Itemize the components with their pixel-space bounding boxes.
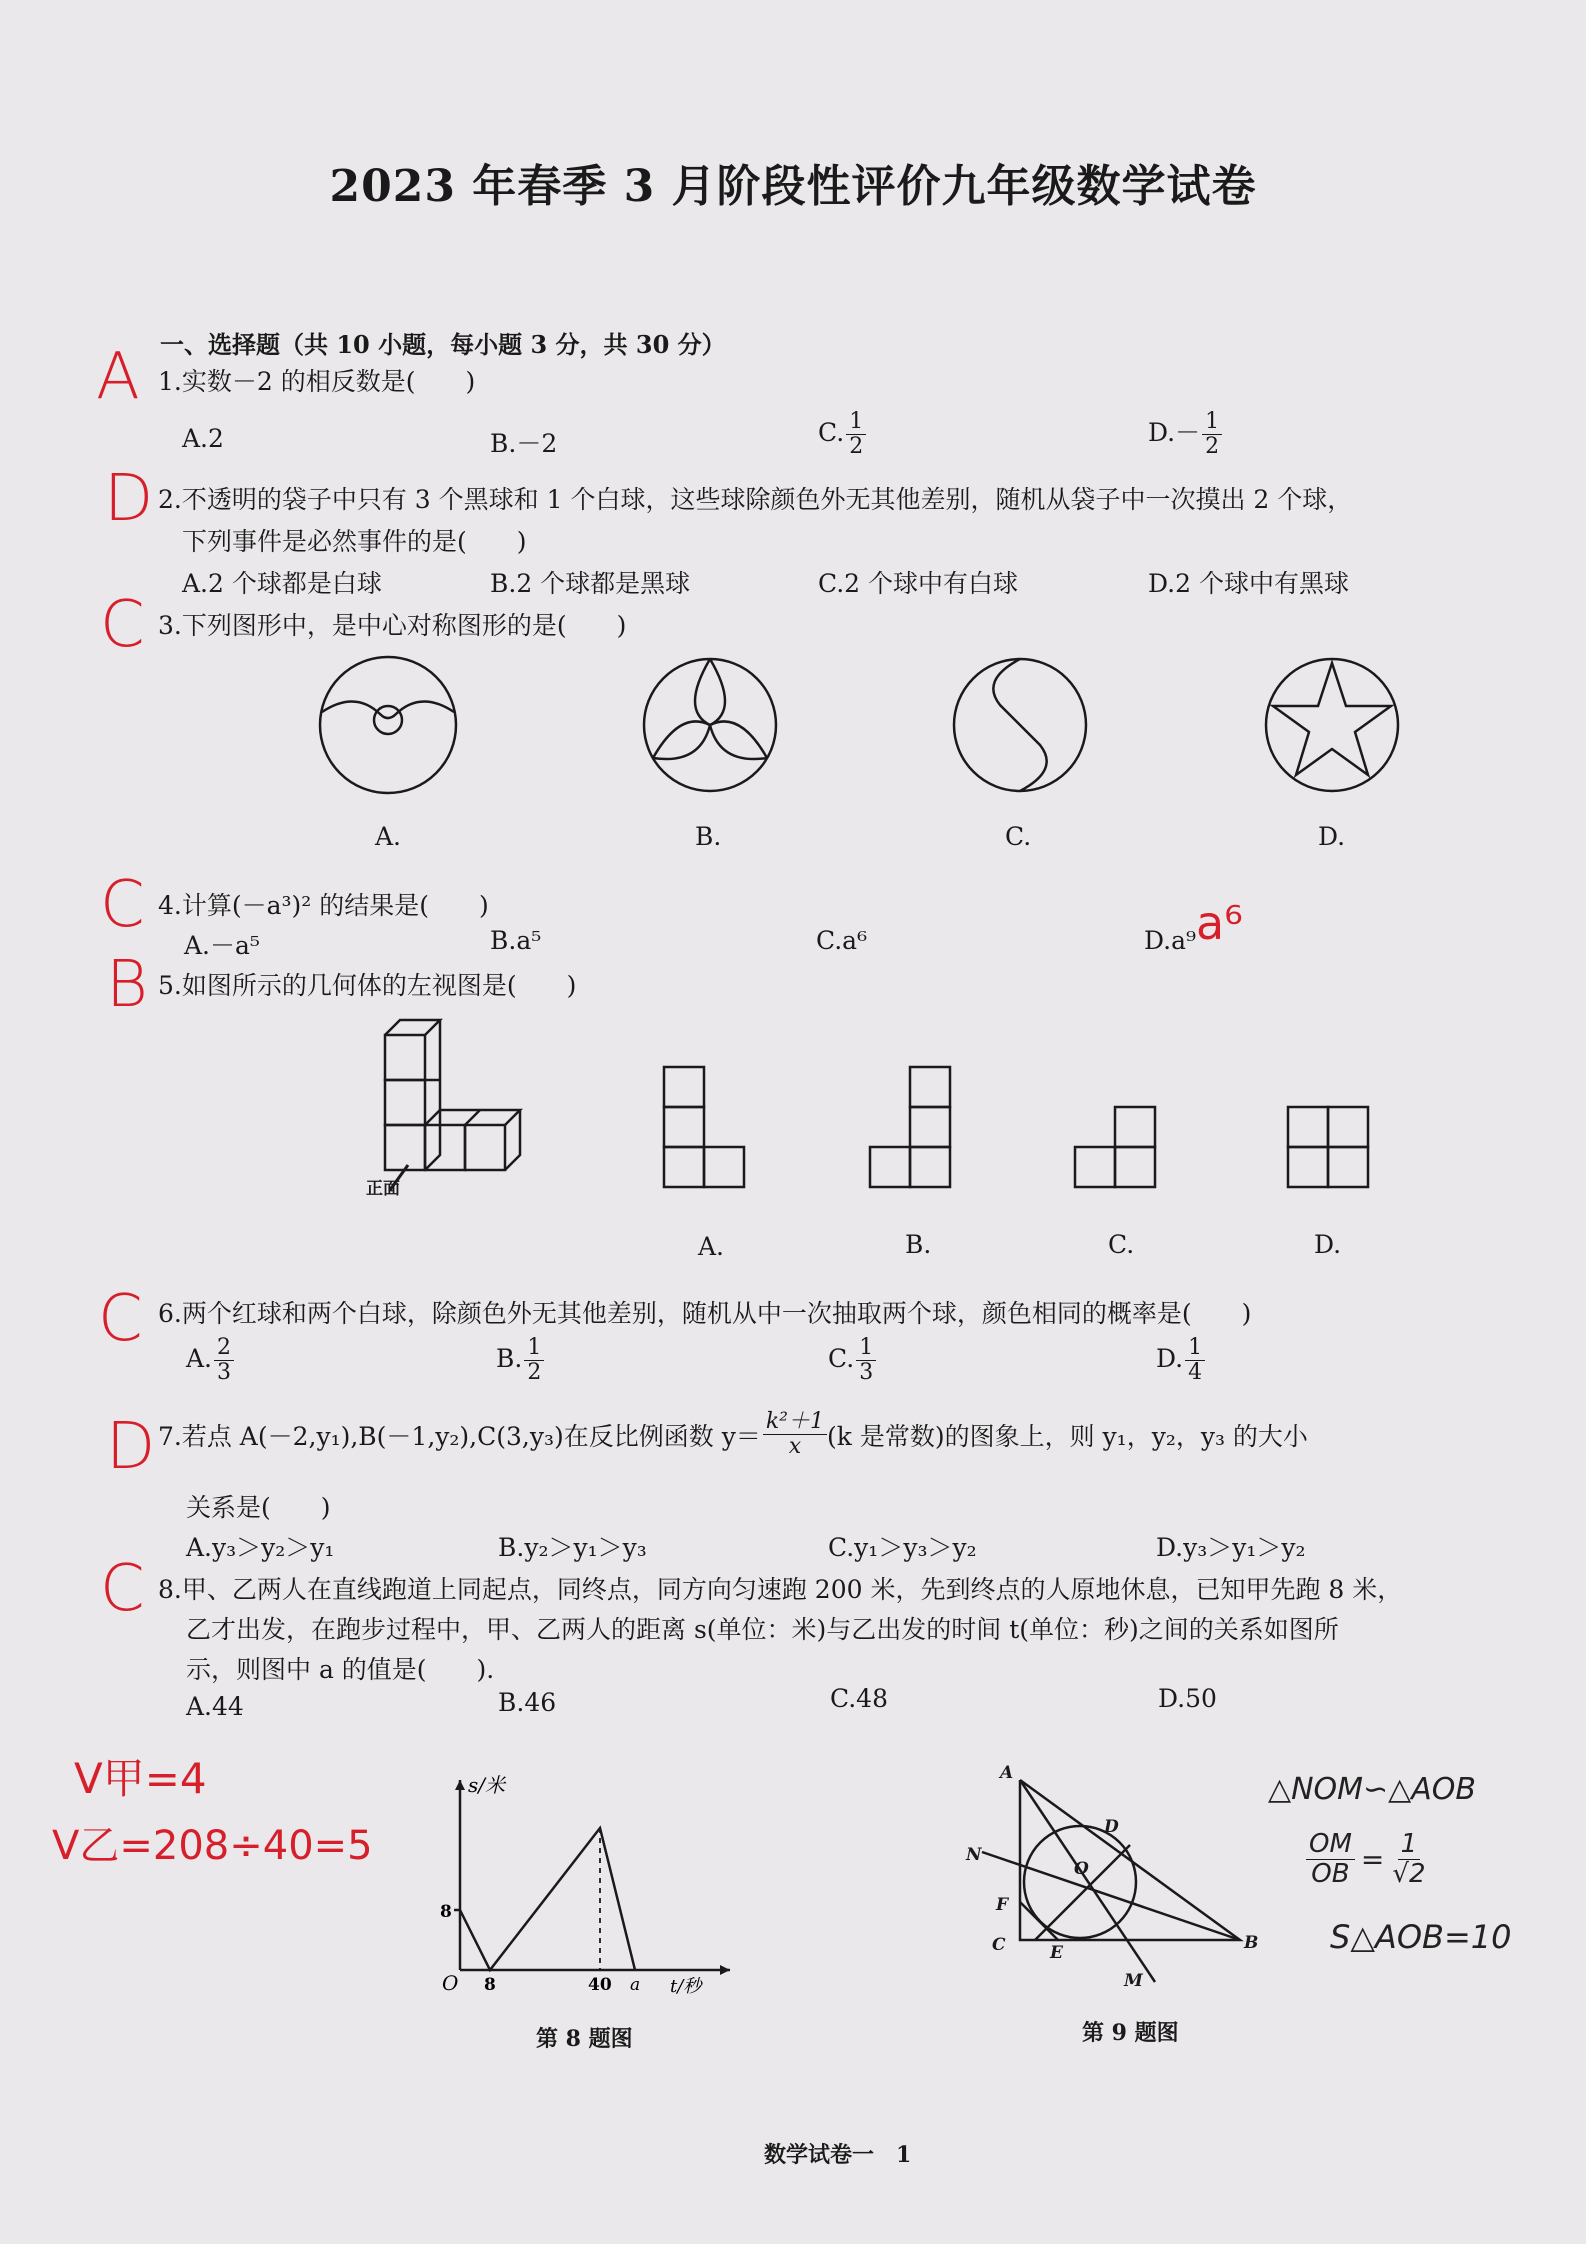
q5-option-a: A. [698, 1232, 725, 1261]
figure-8-ylabel: s/米 [468, 1773, 506, 1797]
question-7-line2: 关系是( ) [186, 1493, 331, 1522]
handwritten-note-1: V甲=4 [74, 1754, 207, 1803]
q2-option-d: D.2 个球中有黑球 [1148, 569, 1349, 598]
q5-view-a [664, 1067, 744, 1187]
handwritten-q4-answer: a⁶ [1196, 896, 1243, 950]
front-label: 正面 [366, 1179, 400, 1199]
figure-8-xtick-3: a [630, 1975, 641, 1995]
q3-figure-d [1266, 659, 1398, 791]
q7-fraction: $\frac{\text{k²＋1}}{x}$ [763, 1410, 827, 1459]
q3-option-d: D. [1318, 822, 1346, 851]
question-6: 6.两个红球和两个白球，除颜色外无其他差别，随机从中一次抽取两个球，颜色相同的概率是( ) [158, 1299, 1252, 1328]
q7-option-c: C.y₁＞y₃＞y₂ [828, 1533, 977, 1562]
q7-option-a: A.y₃＞y₂＞y₁ [186, 1533, 335, 1562]
q7-option-d: D.y₃＞y₁＞y₂ [1156, 1533, 1306, 1562]
q4-option-b: B.a⁵ [490, 926, 542, 955]
page-footer: 数学试卷一 1 [764, 2142, 912, 2168]
question-3: 3.下列图形中，是中心对称图形的是( ) [158, 611, 627, 640]
figure-8-graph [430, 1770, 740, 2000]
answer-mark-q3: C [100, 588, 145, 662]
q8-option-b: B.46 [498, 1688, 557, 1717]
fig9-label-o: O [1074, 1859, 1089, 1879]
figure-8-origin: O [442, 1971, 459, 1995]
q7-option-b: B.y₂＞y₁＞y₃ [498, 1533, 647, 1562]
q6-option-b: B. $\frac{1}{2}$ [496, 1336, 544, 1385]
question-5: 5.如图所示的几何体的左视图是( ) [158, 971, 577, 1000]
q8-option-a: A.44 [186, 1692, 244, 1721]
q3-option-c: C. [1005, 822, 1032, 851]
question-2-line2: 下列事件是必然事件的是( ) [182, 527, 527, 556]
handwritten-note-5: S△AOB=10 [1330, 1918, 1512, 1956]
q8-option-d: D.50 [1158, 1684, 1217, 1713]
page-title: 2023 年春季 3 月阶段性评价九年级数学试卷 [329, 161, 1257, 212]
q5-view-c [1075, 1107, 1155, 1187]
q2-option-c: C.2 个球中有白球 [818, 569, 1019, 598]
q3-figure-b [644, 659, 776, 791]
q6-option-d: D. $\frac{1}{4}$ [1156, 1336, 1205, 1385]
fig9-label-m: M [1124, 1971, 1143, 1991]
q4-option-a: A.－a⁵ [184, 931, 260, 960]
q5-view-b [870, 1067, 950, 1187]
q5-option-c: C. [1108, 1230, 1135, 1259]
fig9-label-d: D [1104, 1817, 1119, 1837]
q8-option-c: C.48 [830, 1684, 888, 1713]
question-8-line3: 示，则图中 a 的值是( ). [186, 1655, 495, 1684]
question-8: 8.甲、乙两人在直线跑道上同起点，同终点，同方向匀速跑 200 米，先到终点的人原地休息，已知甲先跑 8 米， [158, 1575, 1403, 1604]
figure-9-diagram [960, 1760, 1260, 2000]
handwritten-note-2: V乙=208÷40=5 [52, 1823, 373, 1869]
fig9-label-c: C [992, 1935, 1006, 1955]
figure-9-caption: 第 9 题图 [1082, 2020, 1179, 2046]
fig9-label-n: N [966, 1845, 982, 1865]
q1-option-d: D.－ $\frac{1}{2}$ [1148, 410, 1222, 459]
question-4: 4.计算(－a³)² 的结果是( ) [158, 891, 489, 920]
q4-option-c: C.a⁶ [816, 926, 868, 955]
answer-mark-q1: A [96, 340, 140, 414]
figure-8-xtick-2: 40 [588, 1975, 612, 1995]
answer-mark-q4: C [100, 868, 145, 942]
q3-figures [300, 650, 1420, 810]
q2-option-a: A.2 个球都是白球 [182, 569, 382, 598]
figure-8-caption: 第 8 题图 [536, 2026, 633, 2052]
q3-option-a: A. [375, 822, 402, 851]
question-7: 7.若点 A(－2,y₁),B(－1,y₂),C(3,y₃)在反比例函数 y＝ $\frac{\text{k²＋1}}{x}$ (k 是常数)的图象上，则 y₁，y₂，y₃ 的大小 [158, 1409, 1308, 1460]
handwritten-note-3: △NOM∽△AOB [1268, 1772, 1476, 1807]
q6-option-c: C. $\frac{1}{3}$ [828, 1336, 876, 1385]
section-title: 一、选择题（共 10 小题，每小题 3 分，共 30 分） [160, 330, 726, 359]
fig9-label-e: E [1050, 1943, 1063, 1963]
q5-solid-figure [385, 1020, 520, 1190]
q4-option-d: D.a⁹ [1144, 926, 1197, 955]
answer-mark-q8: C [100, 1552, 145, 1626]
fig9-label-b: B [1244, 1933, 1259, 1953]
figure-8-xlabel: t/秒 [670, 1976, 702, 1997]
figure-8-xtick-1: 8 [484, 1975, 496, 1995]
q1-option-c: C. $\frac{1}{2}$ [818, 410, 866, 459]
q3-figure-a [320, 657, 456, 793]
q6-option-a: A. $\frac{2}{3}$ [186, 1336, 234, 1385]
q5-option-b: B. [905, 1230, 932, 1259]
q1-option-a: A.2 [182, 424, 224, 453]
answer-mark-q7: D [106, 1410, 156, 1484]
answer-mark-q6: C [98, 1282, 143, 1356]
answer-mark-q5: B [106, 948, 148, 1022]
question-2: 2.不透明的袋子中只有 3 个黑球和 1 个白球，这些球除颜色外无其他差别，随机从袋子中一次摸出 2 个球， [158, 485, 1353, 514]
q5-view-d [1288, 1107, 1368, 1187]
q3-figure-c [954, 659, 1086, 791]
fig9-label-f: F [996, 1895, 1009, 1915]
question-1: 1.实数－2 的相反数是( ) [158, 367, 476, 396]
q5-option-d: D. [1314, 1230, 1342, 1259]
q5-figures [360, 1005, 1380, 1205]
q3-option-b: B. [695, 822, 722, 851]
handwritten-note-4: $\frac{OM}{OB}$ = $\frac{1}{√2}$ [1304, 1830, 1425, 1888]
figure-8-ytick: 8 [440, 1902, 452, 1922]
answer-mark-q2: D [104, 462, 154, 536]
question-8-line2: 乙才出发，在跑步过程中，甲、乙两人的距离 s(单位：米)与乙出发的时间 t(单位：秒)之间的关系如图所 [186, 1615, 1339, 1644]
q1-option-b: B.－2 [490, 429, 558, 458]
fig9-label-a: A [1000, 1763, 1014, 1783]
q2-option-b: B.2 个球都是黑球 [490, 569, 691, 598]
